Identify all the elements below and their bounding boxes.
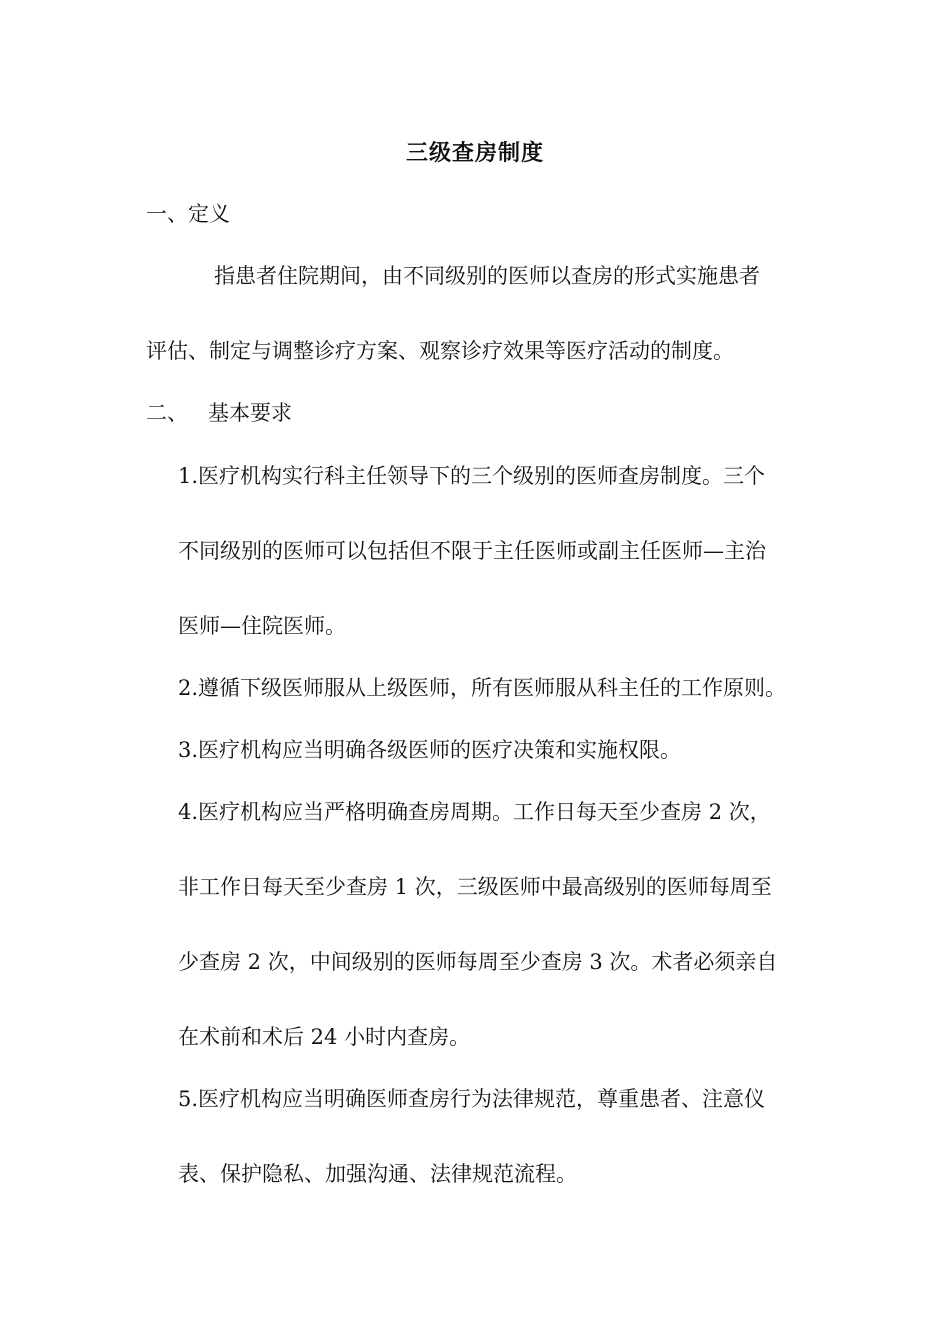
list-item-line: 在术前和术后 24 小时内查房。 [178,1025,471,1049]
section-heading-definition: 一、定义 [146,202,230,226]
section-heading-requirements: 二、 基本要求 [146,401,293,425]
paragraph-line: 评估、制定与调整诊疗方案、观察诊疗效果等医疗活动的制度。 [146,339,734,363]
list-item-line: 3.医疗机构应当明确各级医师的医疗决策和实施权限。 [178,738,682,762]
list-item-line: 非工作日每天至少查房 1 次，三级医师中最高级别的医师每周至 [178,875,772,899]
document-title: 三级查房制度 [405,140,544,166]
list-item-line: 5.医疗机构应当明确医师查房行为法律规范，尊重患者、注意仪 [178,1087,766,1111]
list-item-line: 1.医疗机构实行科主任领导下的三个级别的医师查房制度。三个 [178,464,766,488]
list-item-line: 医师—住院医师。 [178,614,346,638]
list-item-line: 4.医疗机构应当严格明确查房周期。工作日每天至少查房 2 次， [178,800,771,824]
list-item-line: 少查房 2 次，中间级别的医师每周至少查房 3 次。术者必须亲自 [178,950,778,974]
list-item-line: 2.遵循下级医师服从上级医师，所有医师服从科主任的工作原则。 [178,676,787,700]
list-item-line: 表、保护隐私、加强沟通、法律规范流程。 [178,1162,577,1186]
paragraph-line: 指患者住院期间，由不同级别的医师以查房的形式实施患者 [214,264,760,288]
list-item-line: 不同级别的医师可以包括但不限于主任医师或副主任医师—主治 [178,539,766,563]
